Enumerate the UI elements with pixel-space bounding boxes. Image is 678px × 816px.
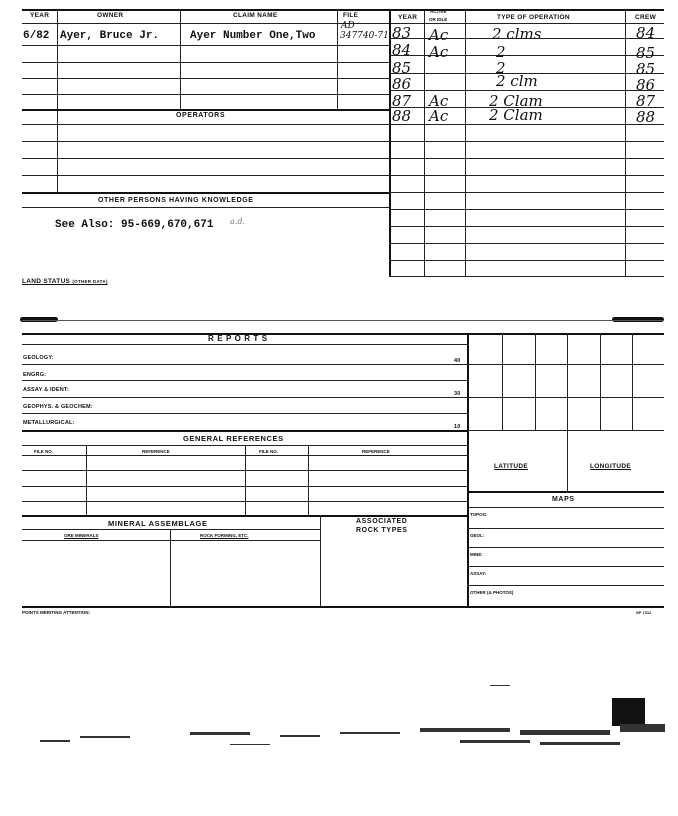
row-rule [22, 124, 390, 125]
op-crew: 88 [636, 108, 656, 126]
op-type: 2 clms [492, 25, 542, 43]
row-rule [22, 413, 468, 414]
reference-header-2: REFERENCE [362, 449, 390, 454]
report-num: 10 [454, 424, 461, 430]
op-row-rule [389, 243, 664, 244]
reference-header: REFERENCE [142, 449, 170, 454]
op-row-rule [389, 90, 664, 91]
op-row-rule [389, 141, 664, 142]
header-year-2: YEAR [398, 14, 418, 21]
row-rule [22, 45, 390, 46]
row-rule [22, 540, 320, 541]
op-type: 2 [496, 43, 506, 61]
report-label: METALLURGICAL: [23, 420, 75, 426]
report-label: ENGRG: [23, 372, 47, 378]
op-type: 2 [496, 59, 506, 77]
op-year: 84 [392, 41, 412, 59]
record-claim: Ayer Number One,Two [190, 30, 316, 42]
maps-title: MAPS [552, 496, 575, 503]
map-item: ASSAY: [470, 571, 487, 576]
row-rule [22, 207, 390, 208]
row-rule [22, 344, 468, 345]
divider [320, 515, 321, 607]
op-type: 2 clm [496, 72, 538, 90]
row-rule [22, 175, 390, 176]
header-owner: OWNER [97, 12, 124, 19]
row-rule [22, 94, 390, 95]
grid-line [535, 333, 536, 430]
op-crew: 87 [636, 92, 656, 110]
row-rule [22, 141, 390, 142]
row-rule [22, 192, 390, 194]
op-type: 2 Clam [489, 106, 543, 124]
row-rule [22, 364, 468, 365]
op-row-rule [389, 209, 664, 210]
land-status-sub: (OTHER DATA) [72, 279, 108, 284]
op-year: 83 [392, 24, 412, 42]
file-no-header: FILE NO. [34, 449, 53, 454]
divider [424, 9, 425, 277]
see-also-mark: a.d. [230, 217, 245, 226]
other-persons-label: OTHER PERSONS HAVING KNOWLEDGE [98, 197, 254, 204]
row-rule [22, 470, 468, 471]
header-type-of-operation: TYPE OF OPERATION [497, 14, 570, 21]
header-active: ACTIVE [430, 9, 447, 14]
latitude-label: LATITUDE [494, 463, 529, 470]
longitude-label: LONGITUDE [590, 463, 631, 470]
op-year: 87 [392, 92, 412, 110]
row-rule [22, 397, 468, 398]
divider [170, 529, 171, 607]
op-crew: 85 [636, 44, 656, 62]
op-type: 2 Clam [489, 92, 543, 110]
divider [389, 9, 391, 277]
row-rule [467, 566, 664, 567]
op-active: Ac [429, 92, 449, 110]
grid-line [467, 397, 664, 398]
divider [245, 445, 246, 515]
map-item: GEOL: [470, 533, 485, 538]
row-rule [22, 430, 468, 432]
rock-types-label: ROCK TYPES [356, 527, 408, 534]
record-date: 6/82 [23, 30, 50, 42]
row-rule [22, 515, 468, 517]
header-file: FILE [343, 12, 359, 19]
land-status-text: LAND STATUS [22, 278, 71, 285]
grid-line [467, 364, 664, 365]
op-row-rule [389, 226, 664, 227]
row-rule [22, 158, 390, 159]
bottom-rule [22, 606, 664, 608]
grid-line [502, 333, 503, 430]
points-meriting-attention: POINTS MERITING ATTENTION: [22, 610, 90, 615]
row-rule [467, 547, 664, 548]
op-row-rule [389, 260, 664, 261]
header-crew: CREW [635, 14, 657, 21]
op-row-rule [389, 276, 664, 277]
op-row-rule [389, 158, 664, 159]
map-item: TOPOG: [470, 512, 488, 517]
scan-noise [0, 680, 678, 770]
row-rule [467, 507, 664, 508]
op-year: 86 [392, 75, 412, 93]
op-row-rule [389, 192, 664, 193]
op-crew: 85 [636, 60, 656, 78]
op-year: 88 [392, 107, 412, 125]
row-rule [467, 528, 664, 529]
rock-forming-header: ROCK FORMING, ETC. [200, 533, 249, 538]
row-rule [22, 529, 320, 530]
divider [308, 445, 309, 515]
divider [465, 9, 466, 277]
grid-line [632, 333, 633, 430]
file-note: AD [341, 21, 355, 31]
divider [625, 9, 626, 277]
op-active: Ac [429, 43, 449, 61]
mineral-assemblage-title: MINERAL ASSEMBLAGE [108, 519, 208, 528]
record-owner: Ayer, Bruce Jr. [60, 30, 160, 42]
file-number: 347740-71 [340, 31, 389, 41]
row-rule [22, 78, 390, 79]
header-year: YEAR [30, 12, 50, 19]
row-rule [22, 486, 468, 487]
op-active: Ac [429, 26, 449, 44]
maps-top-rule [467, 491, 664, 493]
report-label: GEOLOGY: [23, 355, 54, 361]
map-item: OTHER (& PHOTOS) [470, 590, 514, 595]
see-also: See Also: 95-669,670,671 [55, 219, 214, 231]
row-rule [22, 62, 390, 63]
header-claim-name: CLAIM NAME [233, 12, 278, 19]
report-num: 40 [454, 358, 461, 364]
file-no-header-2: FILE NO. [259, 449, 278, 454]
op-crew: 86 [636, 76, 656, 94]
general-references-title: GENERAL REFERENCES [183, 434, 284, 443]
section-rule [22, 320, 664, 321]
map-item: MINE: [470, 552, 483, 557]
divider [57, 9, 58, 193]
grid-line [600, 333, 601, 430]
grid-line [567, 333, 568, 491]
ore-minerals-header: ORE MINERALS [64, 533, 99, 538]
report-num: 30 [454, 391, 461, 397]
operators-label: OPERATORS [176, 112, 226, 119]
report-label: ASSAY & IDENT: [23, 387, 69, 393]
report-label: GEOPHYS. & GEOCHEM: [23, 404, 93, 410]
op-active: Ac [429, 107, 449, 125]
form-number: SP 7312 [636, 610, 652, 615]
row-rule [22, 501, 468, 502]
op-row-rule [389, 175, 664, 176]
divider [86, 445, 87, 515]
reports-title: R E P O R T S [208, 334, 268, 343]
top-rule [22, 9, 664, 11]
op-year: 85 [392, 59, 412, 77]
op-crew: 84 [636, 24, 656, 42]
associated-label: ASSOCIATED [356, 518, 408, 525]
header-or-idle: OR IDLE [429, 17, 448, 22]
row-rule [467, 585, 664, 586]
row-rule [22, 109, 390, 111]
land-status-label [22, 278, 108, 285]
grid-line [467, 430, 664, 431]
row-rule [22, 380, 468, 381]
